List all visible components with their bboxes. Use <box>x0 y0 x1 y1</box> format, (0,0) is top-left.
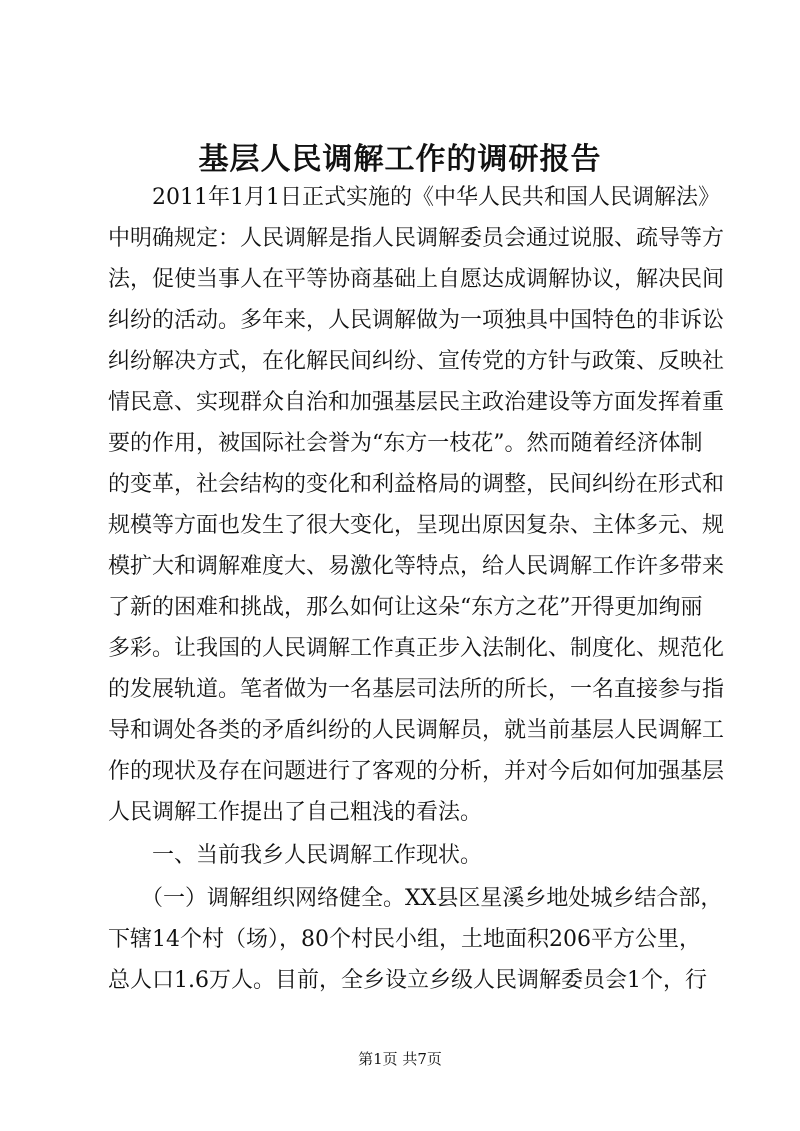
page-number-footer: 第1页 共7页 <box>358 1050 442 1068</box>
paragraph-line: 纠纷的活动。多年来，人民调解做为一项独具中国特色的非诉讼 <box>108 308 725 333</box>
document-title: 基层人民调解工作的调研报告 <box>198 142 602 177</box>
paragraph-line: 中明确规定：人民调解是指人民调解委员会通过说服、疏导等方 <box>108 226 725 251</box>
section-heading: 一、当前我乡人民调解工作现状。 <box>108 843 483 868</box>
paragraph-line: 人民调解工作提出了自己粗浅的看法。 <box>108 800 483 825</box>
paragraph-line: （一）调解组织网络健全。XX县区星溪乡地处城乡结合部， <box>108 886 723 911</box>
paragraph-line: 纠纷解决方式，在化解民间纠纷、宣传党的方针与政策、反映社 <box>108 349 725 374</box>
paragraph-line: 模扩大和调解难度大、易激化等特点，给人民调解工作许多带来 <box>108 554 725 579</box>
paragraph-line: 多彩。让我国的人民调解工作真正步入法制化、制度化、规范化 <box>108 636 725 661</box>
paragraph-line: 规模等方面也发生了很大变化，呈现出原因复杂、主体多元、规 <box>108 513 725 538</box>
paragraph-line: 2011年1月1日正式实施的《中华人民共和国人民调解法》 <box>108 185 720 210</box>
paragraph-line: 下辖14个村（场），80个村民小组，土地面积206平方公里， <box>108 927 701 952</box>
paragraph-line: 法，促使当事人在平等协商基础上自愿达成调解协议，解决民间 <box>108 267 725 292</box>
paragraph-line: 情民意、实现群众自治和加强基层民主政治建设等方面发挥着重 <box>108 390 725 415</box>
paragraph-line: 的变革，社会结构的变化和利益格局的调整，民间纠纷在形式和 <box>108 472 725 497</box>
paragraph-line: 总人口1.6万人。目前，全乡设立乡级人民调解委员会1个，行 <box>108 968 707 993</box>
paragraph-line: 作的现状及存在问题进行了客观的分析，并对今后如何加强基层 <box>108 759 725 784</box>
paragraph-line: 了新的困难和挑战，那么如何让这朵“东方之花”开得更加绚丽 <box>108 595 703 620</box>
paragraph-line: 的发展轨道。笔者做为一名基层司法所的所长，一名直接参与指 <box>108 677 725 702</box>
paragraph-line: 要的作用，被国际社会誉为“东方一枝花”。然而随着经济体制 <box>108 431 703 456</box>
paragraph-line: 导和调处各类的矛盾纠纷的人民调解员，就当前基层人民调解工 <box>108 718 725 743</box>
